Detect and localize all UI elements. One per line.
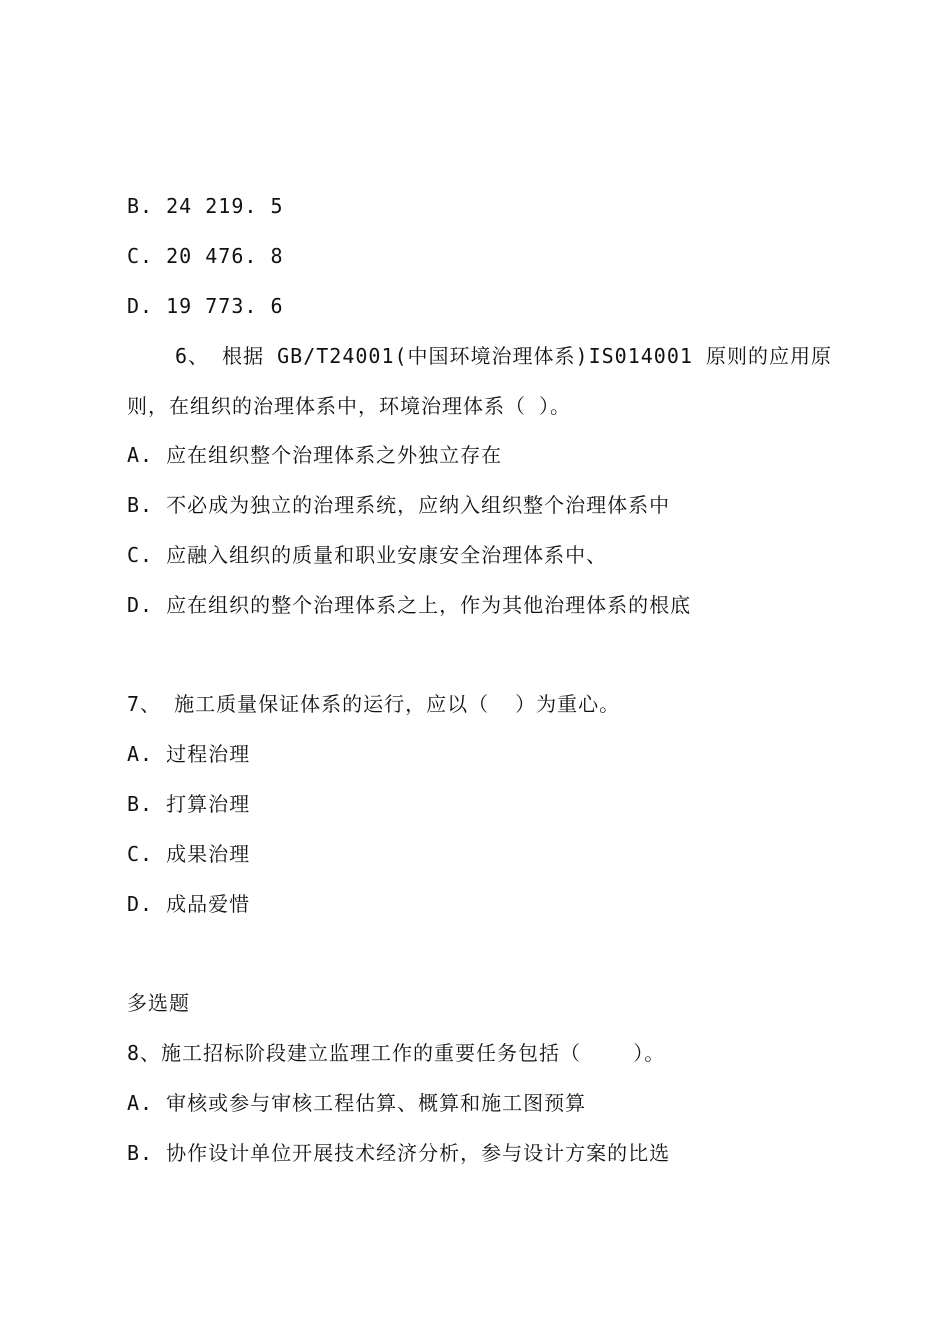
q7-option-d: D. 成品爱惜 bbox=[127, 892, 251, 916]
q6-option-d: D. 应在组织的整个治理体系之上，作为其他治理体系的根底 bbox=[127, 593, 692, 617]
q8-option-b: B. 协作设计单位开展技术经济分析，参与设计方案的比选 bbox=[127, 1141, 671, 1165]
q7-option-c: C. 成果治理 bbox=[127, 842, 251, 866]
q5-option-c: C. 20 476. 8 bbox=[127, 244, 284, 268]
q6-option-b: B. 不必成为独立的治理系统，应纳入组织整个治理体系中 bbox=[127, 493, 671, 517]
q6-option-a: A. 应在组织整个治理体系之外独立存在 bbox=[127, 443, 503, 467]
q5-option-d: D. 19 773. 6 bbox=[127, 294, 284, 318]
q5-option-b: B. 24 219. 5 bbox=[127, 194, 284, 218]
section-heading: 多选题 bbox=[127, 991, 190, 1015]
q6-option-c: C. 应融入组织的质量和职业安康安全治理体系中、 bbox=[127, 543, 608, 567]
q7-option-a: A. 过程治理 bbox=[127, 742, 251, 766]
q6-stem-line2: 则，在组织的治理体系中，环境治理体系（ ）。 bbox=[127, 394, 572, 418]
q8-stem: 8、施工招标阶段建立监理工作的重要任务包括（ ）。 bbox=[127, 1041, 666, 1065]
q7-option-b: B. 打算治理 bbox=[127, 792, 251, 816]
q6-stem-line1: 6、 根据 GB/T24001(中国环境治理体系)IS014001 原则的应用原 bbox=[175, 344, 832, 368]
q7-stem: 7、 施工质量保证体系的运行，应以（ ）为重心。 bbox=[127, 692, 621, 716]
q8-option-a: A. 审核或参与审核工程估算、概算和施工图预算 bbox=[127, 1091, 587, 1115]
